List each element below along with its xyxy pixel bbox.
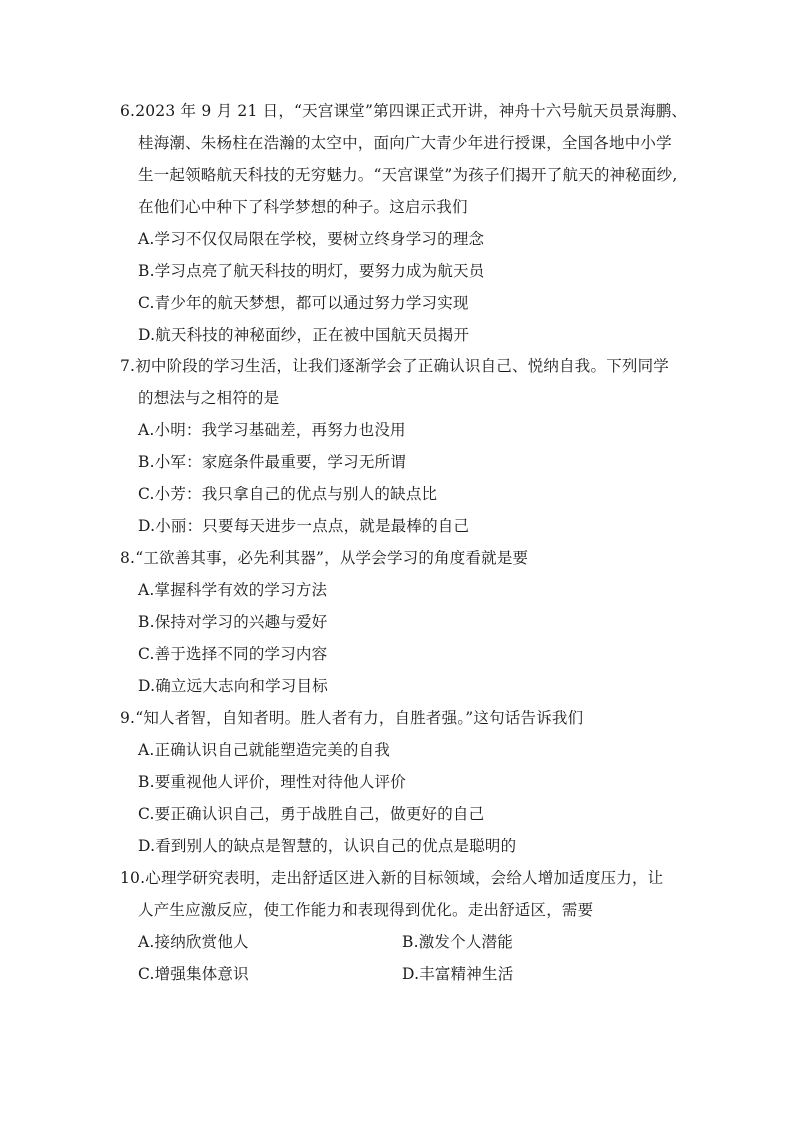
question-9-option-c: C.要正确认识自己，勇于战胜自己，做更好的自己 bbox=[138, 805, 485, 823]
question-9-text-line-1: 9.“知人者智，自知者明。胜人者有力，自胜者强。”这句话告诉我们 bbox=[120, 709, 584, 727]
question-6-text-line-4: 在他们心中种下了科学梦想的种子。这启示我们 bbox=[138, 198, 468, 216]
question-10-text-line-1: 10.心理学研究表明，走出舒适区进入新的目标领域，会给人增加适度压力，让 bbox=[120, 869, 664, 887]
question-7-option-b: B.小军：家庭条件最重要，学习无所谓 bbox=[138, 453, 406, 471]
question-6-text-line-1: 6.2023 年 9 月 21 日，“天宫课堂”第四课正式开讲，神舟十六号航天员景海鹏、 bbox=[120, 102, 688, 120]
question-6-option-b: B.学习点亮了航天科技的明灯，要努力成为航天员 bbox=[138, 262, 485, 280]
question-6-option-c: C.青少年的航天梦想，都可以通过努力学习实现 bbox=[138, 294, 469, 312]
question-7-text-line-1: 7.初中阶段的学习生活，让我们逐渐学会了正确认识自己、悦纳自我。下列同学 bbox=[120, 357, 669, 375]
question-10-option-d: D.丰富精神生活 bbox=[402, 965, 514, 983]
question-8-text-line-1: 8.“工欲善其事，必先利其器”，从学会学习的角度看就是要 bbox=[120, 549, 529, 567]
question-6-option-a: A.学习不仅仅局限在学校，要树立终身学习的理念 bbox=[138, 230, 485, 248]
question-7-option-c: C.小芳：我只拿自己的优点与别人的缺点比 bbox=[138, 485, 438, 503]
question-10-option-c: C.增强集体意识 bbox=[138, 965, 249, 983]
question-8-option-b: B.保持对学习的兴趣与爱好 bbox=[138, 613, 328, 631]
question-6-text-line-3: 生一起领略航天科技的无穷魅力。“天宫课堂”为孩子们揭开了航天的神秘面纱, bbox=[138, 166, 678, 184]
question-7-text-line-2: 的想法与之相符的是 bbox=[138, 389, 280, 407]
question-8-option-a: A.掌握科学有效的学习方法 bbox=[138, 581, 328, 599]
question-9-option-a: A.正确认识自己就能塑造完美的自我 bbox=[138, 741, 391, 759]
question-10-text-line-2: 人产生应激反应，使工作能力和表现得到优化。走出舒适区，需要 bbox=[138, 901, 594, 919]
question-8-option-c: C.善于选择不同的学习内容 bbox=[138, 645, 328, 663]
question-7-option-a: A.小明：我学习基础差，再努力也没用 bbox=[138, 421, 406, 439]
question-9-option-d: D.看到别人的缺点是智慧的，认识自己的优点是聪明的 bbox=[138, 837, 517, 855]
question-8-option-d: D.确立远大志向和学习目标 bbox=[138, 677, 328, 695]
question-10-option-b: B.激发个人潜能 bbox=[402, 933, 513, 951]
question-6-text-line-2: 桂海潮、朱杨柱在浩瀚的太空中，面向广大青少年进行授课，全国各地中小学 bbox=[138, 134, 672, 152]
question-10-option-a: A.接纳欣赏他人 bbox=[138, 933, 249, 951]
question-7-option-d: D.小丽：只要每天进步一点点，就是最棒的自己 bbox=[138, 517, 470, 535]
question-6-option-d: D.航天科技的神秘面纱，正在被中国航天员揭开 bbox=[138, 326, 470, 344]
question-9-option-b: B.要重视他人评价，理性对待他人评价 bbox=[138, 773, 406, 791]
